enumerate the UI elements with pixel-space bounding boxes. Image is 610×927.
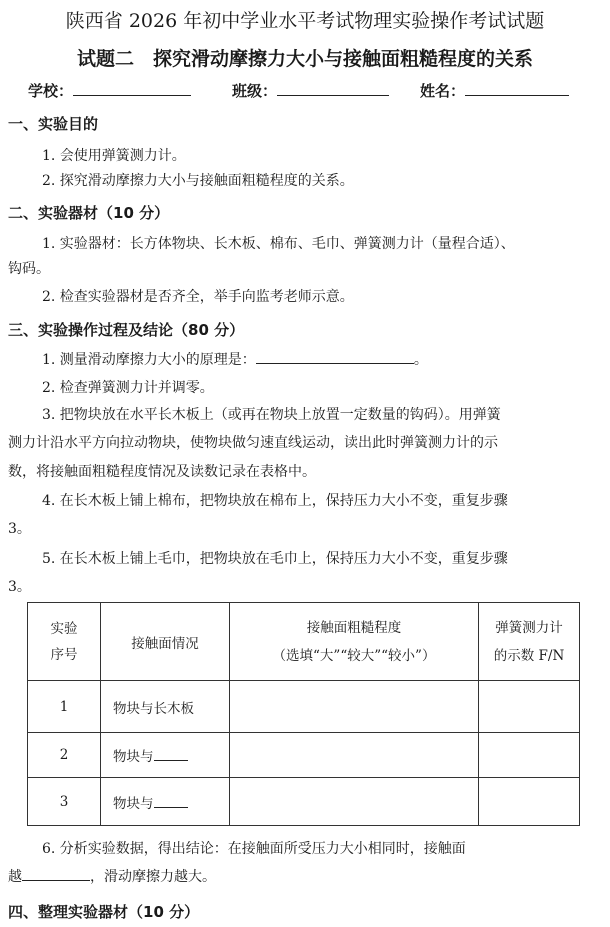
name-field [420,80,569,101]
school-label: 学校： [28,82,74,100]
step3-line3: 数，将接触面粗糙程度情况及读数记录在表格中。 [8,464,316,480]
step5-line1: 5. 在长木板上铺上毛巾，把物块放在毛巾上，保持压力大小不变，重复步骤 [42,551,508,567]
row-surface-blank[interactable] [154,748,188,761]
row-roughness-cell[interactable] [230,681,479,733]
step4-line2: 3。 [8,521,31,537]
step6-line2 [8,866,216,886]
step3-line2: 测力计沿水平方向拉动物块，使物块做匀速直线运动，读出此时弹簧测力计的示 [8,435,498,451]
section2-item1-line2: 钩码。 [8,261,50,277]
section1-item-2: 2. 探究滑动摩擦力大小与接触面粗糙程度的关系。 [42,173,354,189]
row-surface: 物块与 [101,733,230,778]
table-row [28,733,580,778]
section2-heading: 二、实验器材（10 分） [8,204,170,222]
step6-line1: 6. 分析实验数据，得出结论：在接触面所受压力大小相同时，接触面 [42,841,466,857]
name-blank[interactable] [465,81,569,96]
exam-title: 陕西省 2026 年初中学业水平考试物理实验操作考试试题 [65,10,545,32]
row-surface: 物块与 [101,778,230,826]
class-field [232,80,389,101]
step5-line2: 3。 [8,579,31,595]
data-table [27,602,580,826]
row-number: 1 [28,681,101,733]
school-field [28,80,191,101]
row-surface-blank[interactable] [154,795,188,808]
section4-heading: 四、整理实验器材（10 分） [8,903,200,921]
step1-prefix: 1. 测量滑动摩擦力大小的原理是： [42,352,256,368]
exam-subtitle: 试题二 探究滑动摩擦力大小与接触面粗糙程度的关系 [76,48,533,70]
row-roughness-cell[interactable] [230,778,479,826]
section2-item2: 2. 检查实验器材是否齐全，举手向监考老师示意。 [42,289,354,305]
step2: 2. 检查弹簧测力计并调零。 [42,380,214,396]
row-number: 2 [28,733,101,778]
row-force-cell[interactable] [479,733,580,778]
section2-item1-line1: 1. 实验器材：长方体物块、长木板、棉布、毛巾、弹簧测力计（量程合适）、 [42,236,515,252]
name-label: 姓名： [420,82,466,100]
row-surface: 物块与长木板 [101,681,230,733]
school-blank[interactable] [73,81,191,96]
row-force-cell[interactable] [479,681,580,733]
step3-line1: 3. 把物块放在水平长木板上（或再在物块上放置一定数量的钩码）。用弹簧 [42,407,501,423]
section1-heading: 一、实验目的 [8,115,99,133]
header-roughness: 接触面粗糙程度 （选填“大”“较大”“较小”） [230,603,479,681]
section1-item-1: 1. 会使用弹簧测力计。 [42,148,186,164]
step1 [42,349,428,369]
class-label: 班级： [232,82,278,100]
step6-suffix: ，滑动摩擦力越大。 [90,869,216,885]
step1-blank[interactable] [256,349,414,364]
section3-heading: 三、实验操作过程及结论（80 分） [8,321,245,339]
row-roughness-cell[interactable] [230,733,479,778]
row-force-cell[interactable] [479,778,580,826]
step1-suffix: 。 [413,352,428,368]
step6-blank[interactable] [22,866,90,881]
table-row [28,778,580,826]
class-blank[interactable] [277,81,389,96]
header-surface: 接触面情况 [101,603,230,681]
step4-line1: 4. 在长木板上铺上棉布，把物块放在棉布上，保持压力大小不变，重复步骤 [42,493,508,509]
header-trial-number: 实验 序号 [28,603,101,681]
step6-prefix: 越 [8,869,22,885]
table-header-row [28,603,580,681]
row-number: 3 [28,778,101,826]
table-row [28,681,580,733]
header-force-reading: 弹簧测力计 的示数 F/N [479,603,580,681]
